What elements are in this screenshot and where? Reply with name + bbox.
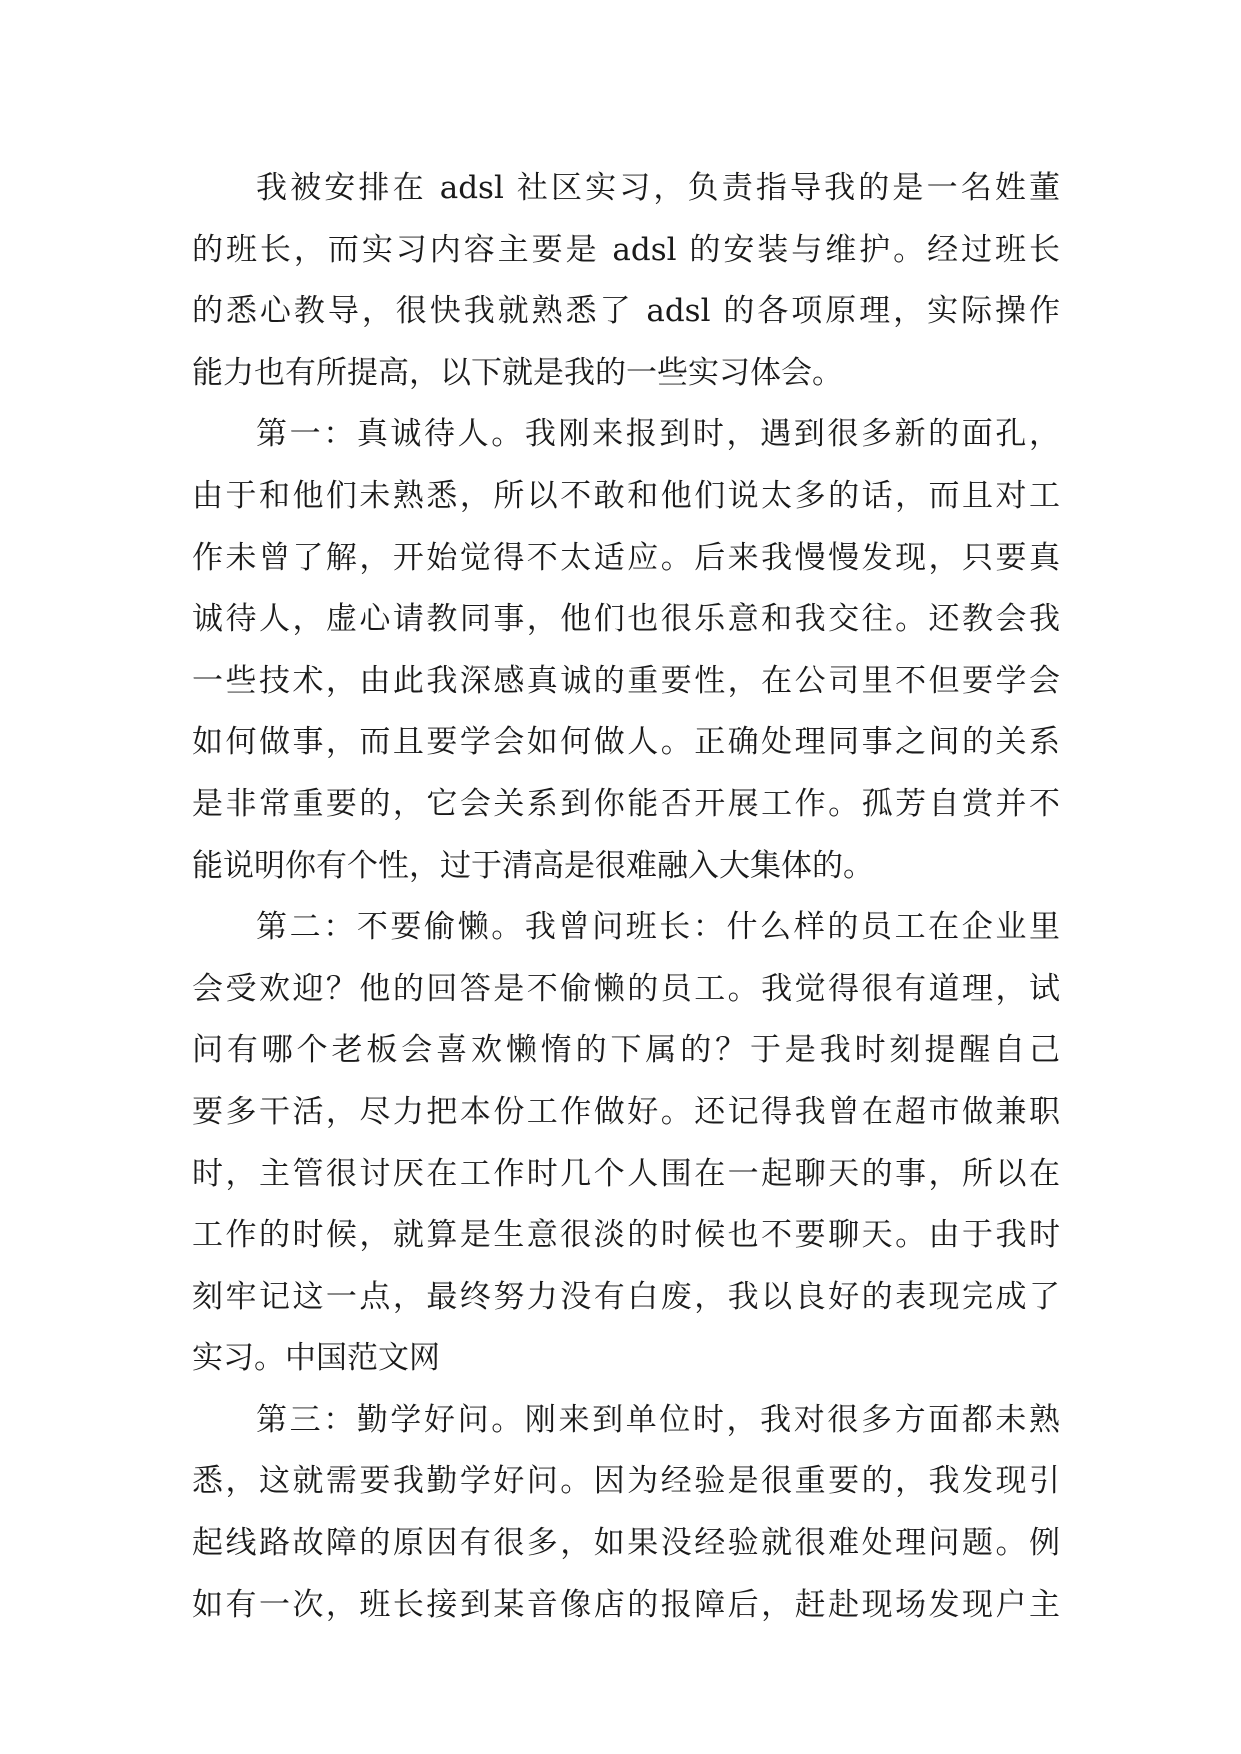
paragraph-first-point xyxy=(192,404,1060,897)
text-line: 会受欢迎？他的回答是不偷懒的员工。我觉得很有道理，试 xyxy=(192,970,1060,1007)
text-line: 作未曾了解，开始觉得不太适应。后来我慢慢发现，只要真 xyxy=(192,539,1060,576)
text-line: 是非常重要的，它会关系到你能否开展工作。孤芳自赏并不 xyxy=(192,785,1060,822)
text-line: 一些技术，由此我深感真诚的重要性，在公司里不但要学会 xyxy=(192,662,1060,699)
text-line: 工作的时候，就算是生意很淡的时候也不要聊天。由于我时 xyxy=(192,1217,1060,1254)
text-line: 起线路故障的原因有很多，如果没经验就很难处理问题。例 xyxy=(192,1525,1060,1562)
text-line: 如何做事，而且要学会如何做人。正确处理同事之间的关系 xyxy=(192,724,1060,761)
text-line: 如有一次，班长接到某音像店的报障后，赶赴现场发现户主 xyxy=(192,1586,1060,1623)
text-line: 由于和他们未熟悉，所以不敢和他们说太多的话，而且对工 xyxy=(192,477,1060,514)
text-line: 时，主管很讨厌在工作时几个人围在一起聊天的事，所以在 xyxy=(192,1155,1060,1192)
text-line: 悉，这就需要我勤学好问。因为经验是很重要的，我发现引 xyxy=(192,1463,1060,1500)
text-line: 第二：不要偷懒。我曾问班长：什么样的员工在企业里 xyxy=(256,909,1060,946)
text-line: 我被安排在 adsl 社区实习，负责指导我的是一名姓董 xyxy=(256,170,1060,206)
text-line: 的悉心教导，很快我就熟悉了 adsl 的各项原理，实际操作 xyxy=(192,293,1060,330)
paragraph-intro xyxy=(192,158,1060,404)
text-line: 诚待人，虚心请教同事，他们也很乐意和我交往。还教会我 xyxy=(192,601,1060,638)
text-line: 问有哪个老板会喜欢懒惰的下属的？于是我时刻提醒自己 xyxy=(192,1032,1060,1069)
text-line: 能说明你有个性，过于清高是很难融入大集体的。 xyxy=(192,847,874,884)
text-line: 实习。中国范文网 xyxy=(192,1340,440,1377)
text-line: 刻牢记这一点，最终努力没有白废，我以良好的表现完成了 xyxy=(192,1278,1060,1315)
text-line: 第一：真诚待人。我刚来报到时，遇到很多新的面孔， xyxy=(256,416,1060,453)
text-line: 能力也有所提高，以下就是我的一些实习体会。 xyxy=(192,354,843,391)
text-line: 第三：勤学好问。刚来到单位时，我对很多方面都未熟 xyxy=(256,1401,1060,1438)
text-line: 要多干活，尽力把本份工作做好。还记得我曾在超市做兼职 xyxy=(192,1093,1060,1130)
paragraph-third-point xyxy=(192,1390,1060,1636)
paragraph-second-point xyxy=(192,897,1060,1390)
text-line: 的班长，而实习内容主要是 adsl 的安装与维护。经过班长 xyxy=(192,231,1060,268)
document-body xyxy=(192,158,1060,1636)
